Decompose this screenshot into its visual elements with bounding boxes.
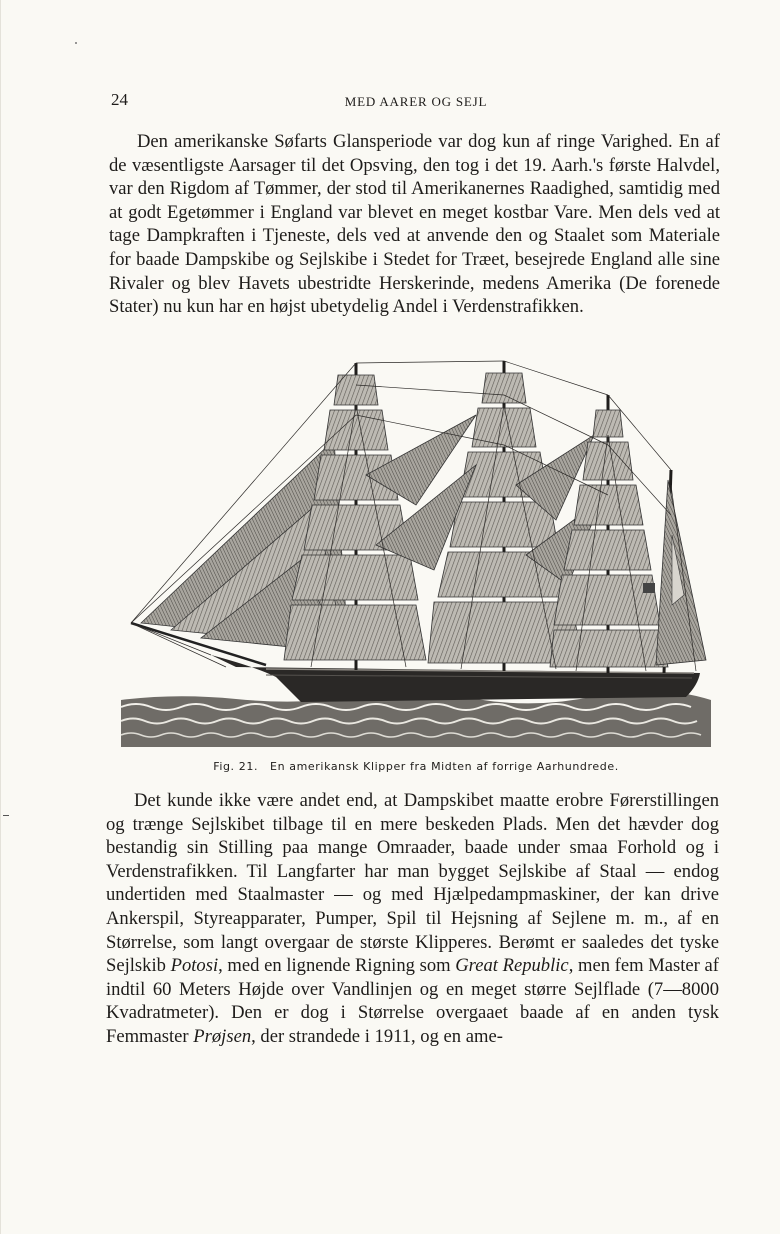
paragraph-2 (106, 789, 719, 1049)
running-title: MED AARER OG SEJL (344, 94, 488, 109)
paragraph-1 (109, 130, 720, 319)
margin-speck (75, 42, 77, 44)
clipper-ship-illustration (116, 355, 716, 750)
paragraph-1-text: Den amerikanske Søfarts Glansperiode var dog kun af ringe Varighed. En af de væsentligste Aarsager til det Opsving, den tog i det 19. Aarh.'s første Halvdel, var den Rigdom af Tømmer, der stod til Amerikanernes Raadighed, samtidig med at godt Egetømmer i England var blevet en meget kostbar Vare. Men dels ved at tage Dampkraften i Tjeneste, dels ved at anvende den og Staalet som Materiale for baade Dampskibe og Sejlskibe i Stedet for Træet, besejrede England alle sine Rivaler og blev Havets ubestridte Herskerinde, medens Amerika (De forenede Stater) nu kun har en højst ubetydelig Andel i Verdenstrafikken. (109, 131, 720, 318)
spanker-sail (656, 480, 706, 665)
figure-caption (1, 760, 780, 773)
figure-number: Fig. 21. (213, 760, 259, 773)
paragraph-2-part-1: Det kunde ikke være andet end, at Dampskibet maatte erobre Førerstillingen og trænge Sejlskibet tilbage til en mere beskeden Plads. Men det hævder dog bestandig sin Stilling paa mange Omraader, baade under smaa Forhold og i Verdenstrafikken. Til Langfarter har man bygget Sejlskibe af Staal — endog undertiden med Staalmaster — og med Hjælpedampmaskiner, der kan drive Ankerspil, Styreapparater, Pumper, Spil til Hejsning af Sejlene m. m., af en Størrelse, som langt overgaar de største Klipperes. Berømt er saaledes det tyske Sejlskib (106, 790, 719, 977)
paragraph-2-part-3: , men fem Master af indtil 60 Meters Højde over Vandlinjen og en meget større Sejlflade (7—8000 Kvadratmeter). Den er dog i Størrelse overgaaet baade af en anden tysk Femmaster (106, 955, 719, 1047)
margin-mark (3, 815, 9, 816)
page-number: 24 (111, 90, 128, 109)
flag (643, 583, 655, 593)
figure-caption-text: En amerikansk Klipper fra Midten af forrige Aarhundrede. (270, 760, 619, 773)
ship-name-great-republic: Great Republic (455, 955, 569, 977)
ship-name-projsen: Prøjsen (193, 1025, 252, 1047)
paragraph-2-part-4: , der strandede i 1911, og en ame- (251, 1025, 503, 1047)
paragraph-2-text (106, 789, 719, 1049)
paragraph-2-part-2: , med en lignende Rigning som (218, 955, 456, 977)
ship-name-potosi: Potosi (170, 955, 219, 977)
